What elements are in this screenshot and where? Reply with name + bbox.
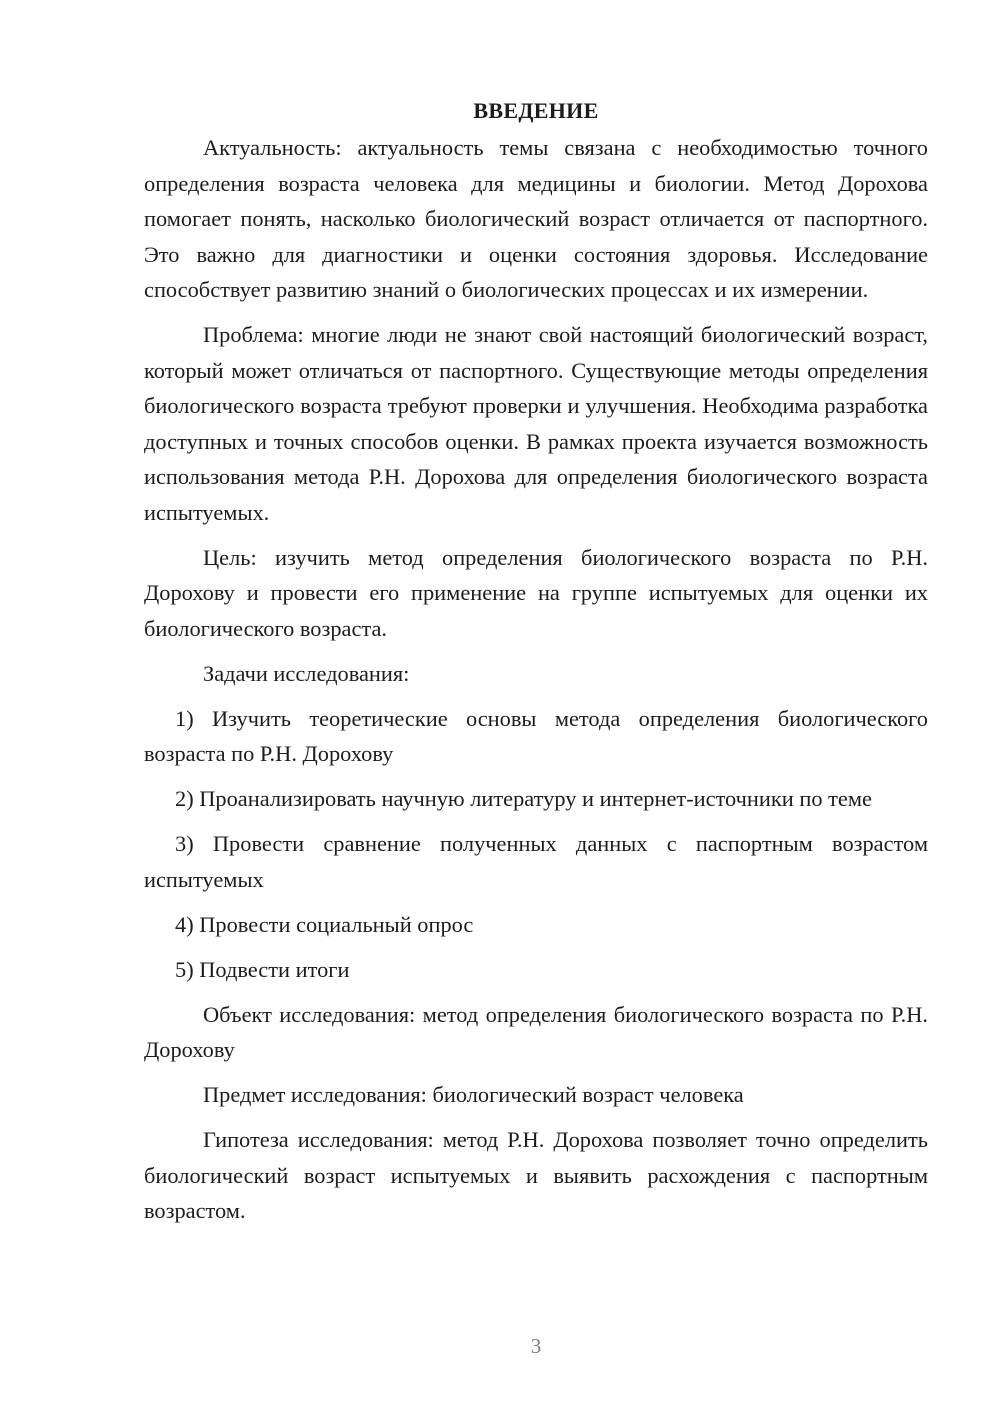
tasks-heading: Задачи исследования: xyxy=(203,660,410,686)
page-title: ВВЕДЕНИЕ xyxy=(473,98,599,123)
task-item: 3) Провести сравнение полученных данных с паспортным возрастом испытуемых xyxy=(144,831,928,892)
hypothesis-paragraph: Гипотеза исследования: метод Р.Н. Дорохова позволяет точно определить биологический возраст испытуемых и выявить расхождения с паспортным возрастом. xyxy=(144,1127,928,1223)
tasks-list xyxy=(144,701,928,988)
problem-paragraph: Проблема: многие люди не знают свой настоящий биологический возраст, который может отличаться от паспортного. Существующие методы определения биологического возраста требуют проверки и улучшения. Необходима разработка доступных и точных способов оценки. В рамках проекта изучается возможность использования метода Р.Н. Дорохова для определения биологического возраста испытуемых. xyxy=(144,322,928,525)
object-paragraph: Объект исследования: метод определения биологического возраста по Р.Н. Дорохову xyxy=(144,1001,928,1062)
relevance-paragraph: Актуальность: актуальность темы связана с необходимостью точного определения возраста человека для медицины и биологии. Метод Дорохова помогает понять, насколько биологический возраст отличается от паспортного. Это важно для диагностики и оценки состояния здоровья. Исследование способствует развитию знаний о биологических процессах и их измерении. xyxy=(144,135,928,302)
page-number: 3 xyxy=(530,1334,542,1358)
task-item: 4) Провести социальный опрос xyxy=(175,911,474,937)
subject-paragraph: Предмет исследования: биологический возраст человека xyxy=(203,1082,744,1107)
task-item: 1) Изучить теоретические основы метода определения биологического возраста по Р.Н. Дорохову xyxy=(144,705,928,766)
task-item: 5) Подвести итоги xyxy=(175,956,350,982)
goal-paragraph: Цель: изучить метод определения биологического возраста по Р.Н. Дорохову и провести его применение на группе испытуемых для оценки их биологического возраста. xyxy=(144,544,928,641)
task-item: 2) Проанализировать научную литературу и интернет-источники по теме xyxy=(175,786,872,811)
document-page xyxy=(144,96,928,1238)
